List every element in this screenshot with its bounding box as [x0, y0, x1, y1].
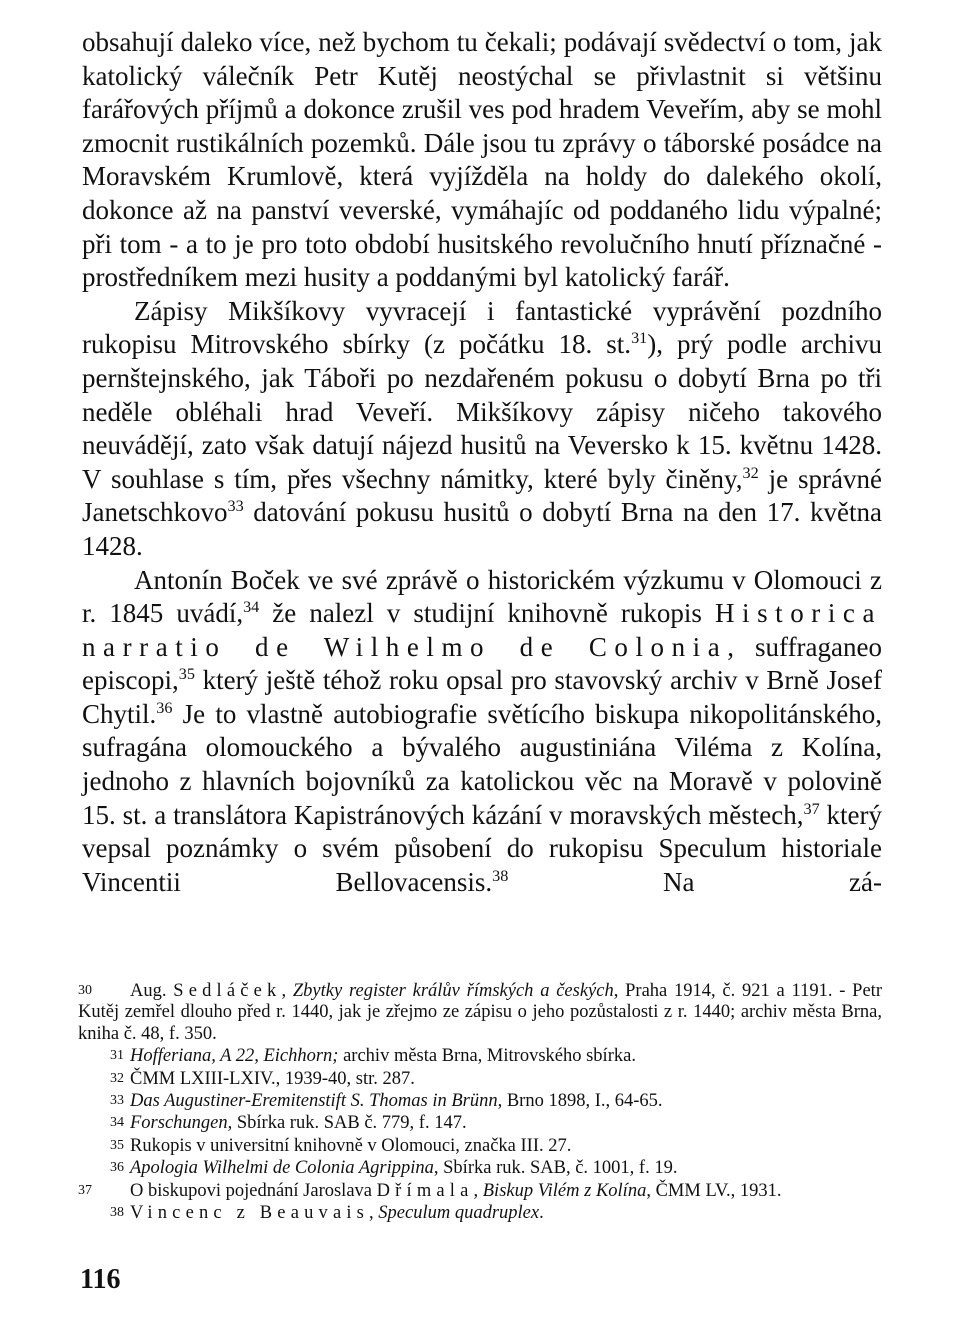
footnote	[78, 980, 882, 1045]
footnote	[78, 1135, 882, 1157]
text-run: ,	[369, 1203, 379, 1224]
footnote	[78, 1180, 882, 1202]
italic-title: Speculum quadruplex	[378, 1203, 540, 1224]
footnote	[78, 1112, 882, 1134]
text-run: , ČMM LV., 1931.	[646, 1180, 782, 1201]
text-run: Antonín Boček ve své zprávě o historickém výzkumu v Olomouci z r. 1845 uvádí,	[82, 564, 882, 629]
text-run: Na zá-	[508, 866, 882, 897]
text-run: , suffraganeo episcopi,	[82, 631, 882, 696]
footnote-number: 37	[78, 1182, 92, 1198]
main-text	[82, 26, 882, 899]
paragraph	[82, 564, 882, 900]
text-run: který ještě téhož roku opsal pro stavovský archiv v Brně Josef Chytil.	[82, 665, 882, 729]
text-run: , Brno 1898, I., 64-65.	[497, 1091, 663, 1112]
text-run: , Sbírka ruk. SAB č. 779, f. 147.	[227, 1113, 467, 1134]
text-run: Je to vlastně autobiografie světícího biskupa nikopolitánského, sufragána olomouckého a bývalého augustiniána Viléma z Kolína, jednoho z hlavních bojovníků za katolickou věc na Moravě v polovině 15. st. a translátora Kapistránových kázání v moravských městech,	[82, 698, 882, 830]
footnote-number: 30	[78, 983, 92, 998]
text-run: O biskupovi pojednání Jaroslava	[130, 1180, 377, 1201]
text-run: datování pokusu husitů o dobytí Brna na den 17. května 1428.	[82, 497, 882, 561]
text-run: Rukopis v universitní knihovně v Olomouci, značka III. 27.	[130, 1135, 572, 1156]
footnote-ref: 36	[156, 698, 173, 717]
text-run: ,	[473, 1180, 483, 1201]
spaced-text: Vincenc z Beauvais	[130, 1203, 370, 1224]
footnote-ref: 31	[631, 329, 648, 348]
text-run: je správné Janetschkovo	[82, 463, 882, 528]
text-run: obsahují daleko více, než bychom tu čekali; podávají svědectví o tom, jak katolický válečník Petr Kutěj neostýchal se přivlastnit si většinu farářových příjmů a dokonce zrušil ves pod hradem Veveřím, aby se mohl zmocnit rustikálních pozemků. Dále jsou tu zprávy o táborské posádce na Moravském Krumlově, která vyjížděla na holdy do dalekého okolí, dokonce až na panství veverské, vymáhajíc od poddaného lidu výpalné; při tom - a to je pro toto období husitského revolučního hnutí příznačné - prostředníkem mezi husity a poddanými byl katolický farář.	[82, 27, 882, 293]
footnote-ref: 35	[178, 665, 195, 684]
text-run: Aug.	[130, 981, 174, 1001]
footnote-number: 33	[110, 1093, 124, 1109]
text-run: ), prý podle archivu pernštejnského, jak Táboři po nezdařeném pokusu o dobytí Brna po tři neděle obléhali hrad Veveří. Mikšíkovy zápisy ničeho takového neuvádějí, zato však datují nájezd husitů na Veversko k 15. květnu 1428. V souhlase s tím, přes všechny námitky, které byly činěny,	[82, 329, 882, 494]
footnote-number: 36	[110, 1160, 124, 1176]
footnote-ref: 32	[742, 463, 759, 482]
italic-title: Das Augustiner-Eremitenstift S. Thomas in Brünn	[130, 1091, 498, 1112]
footnote-number: 32	[110, 1070, 124, 1086]
italic-title: Hofferiana, A 22, Eichhorn;	[130, 1046, 339, 1067]
text-run: Zápisy Mikšíkovy vyvracejí i fantastické vyprávění pozdního rukopisu Mitrovského sbírky (z počátku 18. st.	[82, 295, 882, 360]
footnote	[78, 1157, 882, 1179]
paragraph	[82, 295, 882, 564]
italic-title: Forschungen	[130, 1113, 228, 1134]
text-run: , Sbírka ruk. SAB, č. 1001, f. 19.	[433, 1158, 678, 1179]
footnote	[78, 1045, 882, 1067]
footnote	[78, 1202, 882, 1224]
text-run: ,	[281, 981, 293, 1001]
page-number: 116	[80, 1264, 121, 1295]
italic-title: Zbytky register králův římských a českých	[292, 981, 614, 1001]
text-run: že nalezl v studijní knihovně rukopis	[259, 598, 715, 629]
italic-title: Apologia Wilhelmi de Colonia Agrippina	[130, 1158, 434, 1179]
footnote-ref: 38	[492, 866, 509, 885]
footnote-number: 31	[110, 1048, 124, 1064]
footnote-ref: 33	[227, 497, 244, 516]
footnote-number: 35	[110, 1137, 124, 1153]
spaced-text: Historica narratio de Wilhelmo de Colonia	[82, 598, 882, 662]
footnote-ref: 34	[243, 598, 260, 617]
italic-title: Biskup Vilém z Kolína	[482, 1180, 647, 1201]
text-run: , Praha 1914, č. 921 a 1191. - Petr Kutěj zemřel dlouho před r. 1440, jak je zřejmo ze zápisu o jeho pozůstalosti z r. 1440; archiv města Brna, kniha č. 48, f. 350.	[78, 981, 882, 1044]
spaced-text: Dřímala	[376, 1180, 474, 1201]
text-run: archiv města Brna, Mitrovského sbírka.	[338, 1046, 636, 1067]
spaced-text: Sedláček	[173, 981, 282, 1001]
text-run: který vepsal poznámky o svém působení do rukopisu Speculum historiale Vincentii Bellovacensis.	[82, 799, 882, 897]
footnote	[78, 1090, 882, 1112]
footnotes	[78, 980, 882, 1224]
footnote-number: 34	[110, 1115, 124, 1131]
footnote	[78, 1068, 882, 1090]
text-run: .	[539, 1203, 544, 1224]
paragraph	[82, 26, 882, 295]
footnote-ref: 37	[803, 799, 820, 818]
text-run: ČMM LXIII-LXIV., 1939-40, str. 287.	[130, 1068, 415, 1089]
footnote-number: 38	[110, 1205, 124, 1221]
